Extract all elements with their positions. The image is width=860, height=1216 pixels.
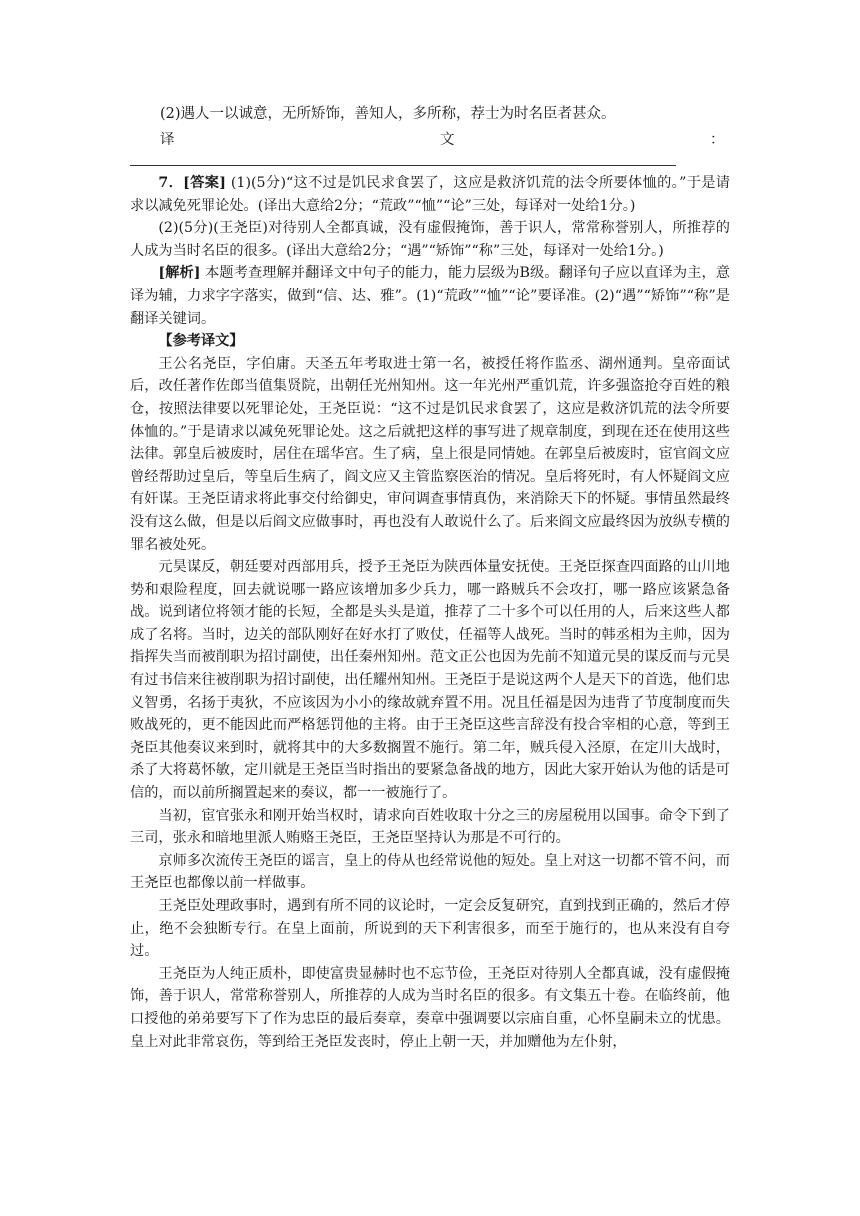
analysis-paragraph [130, 262, 730, 330]
question-item-2: (2)遇人一以诚意，无所矫饰，善知人，多所称，荐士为时名臣者甚众。 [160, 106, 616, 122]
reference-paragraph: 王公名尧臣，字伯庸。天圣五年考取进士第一名，被授任将作监丞、湖州通判。皇帝面试后，改任著作佐郎当值集贤院，出朝任光州知州。这一年光州严重饥荒，许多强盗抢夺百姓的粮仓，按照法律要以死罪论处，王尧臣说：“这不过是饥民求食罢了，这应是救济饥荒的法令所要体恤的。”于是请求以减免死罪论处。这之后就把这样的事写进了规章制度，到现在还在使用这些法律。郭皇后被废时，居住在瑶华宫。生了病，皇上很是同情她。在郭皇后被废时，宦官阎文应曾经帮助过皇后，等皇后生病了，阎文应又主管监察医治的情况。皇后将死时，有人怀疑阎文应有奸谋。王尧臣请求将此事交付给御史，审问调查事情真伪，来消除天下的怀疑。事情虽然最终没有这么做，但是以后阎文应做事时，再也没有人敢说什么了。后来阎文应最终因为放纵专横的罪名被处死。 [130, 355, 730, 553]
answer-label: 7．[答案] [158, 175, 227, 191]
label-wen: 文 [440, 132, 455, 148]
reference-paragraph: 王尧臣为人纯正质朴，即使富贵显赫时也不忘节俭，王尧臣对待别人全都真诚，没有虚假掩饰，善于识人，常常称誉别人，所推荐的人成为当时名臣的很多。有文集五十卷。在临终前，他口授他的弟弟要写下了作为忠臣的最后奏章，奏章中强调要以宗庙自重，心怀皇嗣未立的忧患。皇上对此非常哀伤，等到给王尧臣发丧时，停止上朝一天，并加赠他为左仆射， [130, 965, 730, 1050]
reference-paragraph: 当初，宦官张永和刚开始当权时，请求向百姓收取十分之三的房屋税用以国事。命令下到了三司，张永和暗地里派人贿赂王尧臣，王尧臣坚持认为那是不可行的。 [130, 807, 730, 847]
answer-paragraph-1 [130, 172, 730, 217]
answer-section [130, 172, 730, 1053]
answer-blank-line [130, 165, 676, 166]
reference-paragraph: 京师多次流传王尧臣的谣言，皇上的侍从也经常说他的短处。皇上对这一切都不管不问，而王尧臣也都像以前一样做事。 [130, 852, 730, 892]
label-colon: ： [710, 132, 725, 148]
reference-paragraph: 元昊谋反，朝廷要对西部用兵，授予王尧臣为陕西体量安抚使。王尧臣探查四面路的山川地势和艰险程度，回去就说哪一路应该增加多少兵力，哪一路贼兵不会攻打，哪一路应该紧急备战。说到诸位将领才能的长短，全都是头头是道，推荐了二十多个可以任用的人，后来这些人都成了名将。当时，边关的部队刚好在好水打了败仗，任福等人战死。当时的韩丞相为主帅，因为指挥失当而被削职为招讨副使，出任秦州知州。范文正公也因为先前不知道元昊的谋反而与元昊有过书信来往被削职为招讨副使，出任耀州知州。王尧臣于是说这两个人是天下的首选，他们忠义智勇，名扬于夷狄，不应该因为小小的缘故就弃置不用。况且任福是因为违背了节度制度而失败战死的，更不能因此而严格惩罚他的主将。由于王尧臣这些言辞没有投合宰相的心意，等到王尧臣其他奏议来到时，就将其中的大多数搁置不施行。第二年，贼兵侵入泾原，在定川大战时，杀了大将葛怀敏，定川就是王尧臣当时指出的要紧急备战的地方，因此大家开始认为他的话是可信的，而以前所搁置起来的奏议，都一一被施行了。 [130, 559, 730, 802]
answer-paragraph-2: (2)(5分)(王尧臣)对待别人全都真诚，没有虚假掩饰，善于识人，常常称誉别人，所推荐的人成为当时名臣的很多。(译出大意给2分；“遇”“矫饰”“称”三处，每译对一处给1分。) [130, 220, 730, 259]
answer-text-1: (1)(5分)“这不过是饥民求食罢了，这应是救济饥荒的法令所要体恤的。”于是请求以减免死罪论处。(译出大意给2分；“荒政”“恤”“论”三处，每译对一处给1分。) [130, 175, 730, 214]
reference-title: 【参考译文】 [158, 333, 244, 350]
analysis-text: 本题考查理解并翻译文中句子的能力，能力层级为B级。翻译句子应以直译为主，意译为辅，力求字字落实，做到“信、达、雅”。(1)“荒政”“恤”“论”要译准。(2)“遇”“矫饰”“称”是翻译关键词。 [130, 265, 730, 327]
reference-paragraph: 王尧臣处理政事时，遇到有所不同的议论时，一定会反复研究，直到找到正确的，然后才停止，绝不会独断专行。在皇上面前，所说到的天下利害很多，而至于施行的，也从来没有自夸过。 [130, 898, 730, 960]
analysis-label: [解析] [158, 265, 201, 282]
translation-answer-line [160, 128, 725, 150]
label-yi: 译 [160, 132, 175, 148]
